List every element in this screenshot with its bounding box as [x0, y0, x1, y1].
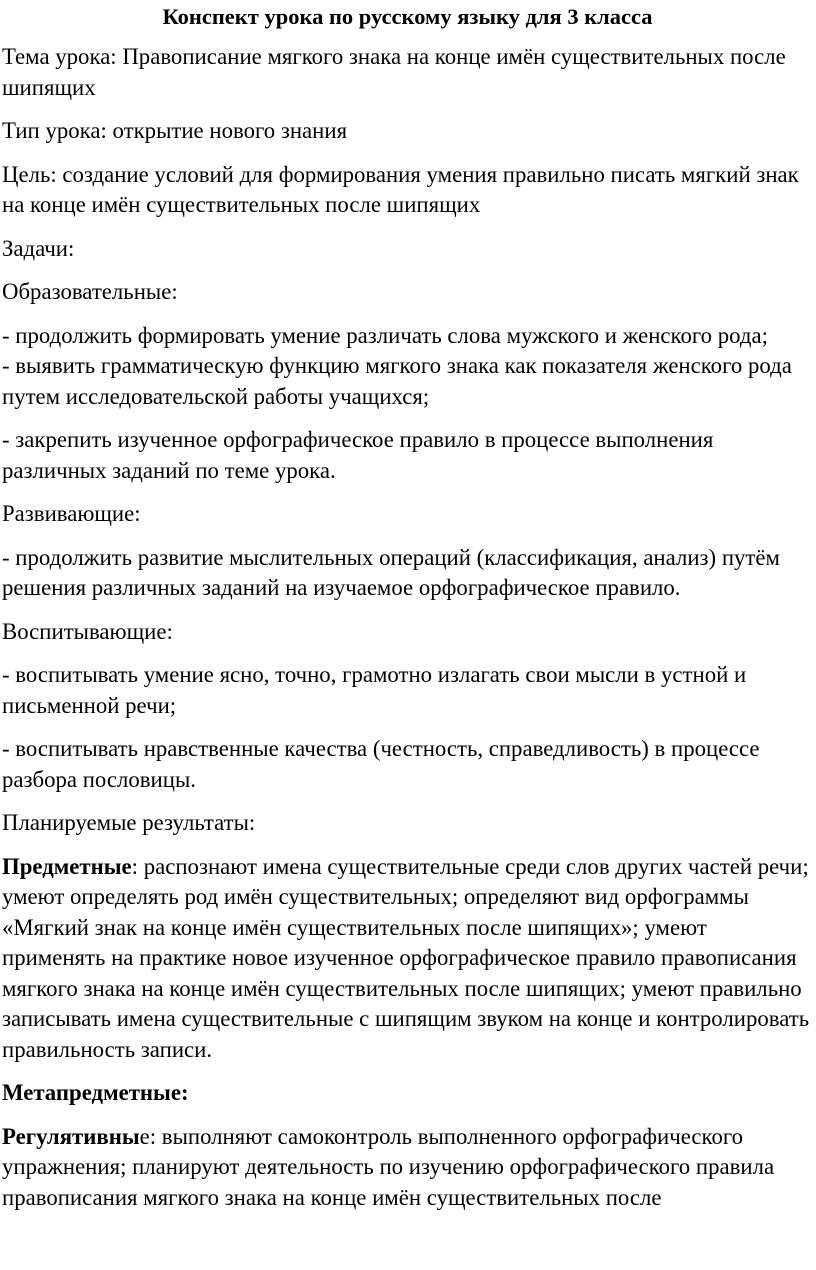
document-title: Конспект урока по русскому языку для 3 класса	[162, 4, 653, 29]
meta-heading: Метапредметные:	[2, 1080, 189, 1105]
regulatory-results-paragraph	[2, 1122, 813, 1214]
developing-item: - продолжить развитие мыслительных операций (классификация, анализ) путём решения различных заданий на изучаемое орфографическое правило.	[2, 544, 780, 600]
regulatory-results-text: : выполняют самоконтроль выполненного орфографического упражнения; планируют деятельность по изучению орфографического правила правописания мягкого знака на конце имён существительных после	[2, 1123, 775, 1210]
upbringing-item: - воспитывать нравственные качества (честность, справедливость) в процессе разбора пословицы.	[2, 736, 760, 792]
educational-item: - закрепить изученное орфографическое правило в процессе выполнения различных заданий по теме урока.	[2, 427, 714, 483]
regulatory-results-label-suffix: е	[139, 1123, 150, 1149]
subject-results-paragraph	[2, 852, 813, 1066]
educational-item: - продолжить формировать умение различать слова мужского и женского рода;	[2, 322, 768, 348]
lesson-goal: Цель: создание условий для формирования умения правильно писать мягкий знак на конце имён существительных после шипящих	[2, 161, 799, 217]
upbringing-heading: Воспитывающие:	[2, 618, 173, 644]
subject-results-text: : распознают имена существительные среди слов других частей речи; умеют определять род имён существительных; определяют вид орфограммы «Мягкий знак на конце имён существительных после шипящих»; умеют применять на практике новое изученное орфографическое правило правописания мягкого знака на конце имён существительных после шипящих; умеют правильно записывать имена существительные с шипящим звуком на конце и контролировать правильность записи.	[2, 853, 810, 1062]
educational-heading: Образовательные:	[2, 279, 178, 304]
educational-item: - выявить грамматическую функцию мягкого знака как показателя женского рода путем исследовательской работы учащихся;	[2, 353, 792, 409]
results-heading: Планируемые результаты:	[2, 810, 256, 835]
subject-results-label: Предметные	[2, 853, 132, 879]
lesson-type: Тип урока: открытие нового знания	[2, 118, 348, 143]
developing-heading: Развивающие:	[2, 501, 141, 526]
tasks-heading: Задачи:	[2, 235, 75, 261]
lesson-topic: Тема урока: Правописание мягкого знака на конце имён существительных после шипящих	[2, 44, 786, 100]
upbringing-item: - воспитывать умение ясно, точно, грамотно излагать свои мысли в устной и письменной речи;	[2, 662, 747, 718]
meta-heading-paragraph	[2, 1078, 813, 1109]
regulatory-results-label: Регулятивны	[2, 1123, 140, 1149]
